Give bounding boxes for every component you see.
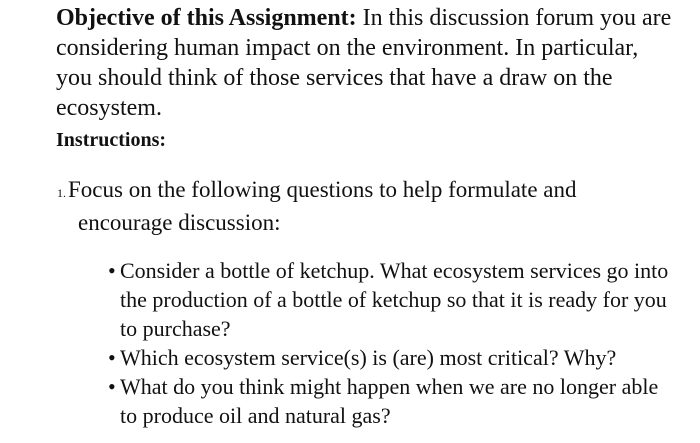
objective-label: Objective of this Assignment: [56, 5, 357, 31]
step-text-line-1: Focus on the following questions to help formulate and [68, 177, 577, 202]
question-text: Which ecosystem service(s) is (are) most critical? Why? [120, 345, 617, 370]
objective-paragraph [56, 3, 676, 123]
list-item [100, 343, 680, 372]
step-text-line-2: encourage discussion: [78, 210, 281, 235]
question-text: Consider a bottle of ketchup. What ecosystem services go into the production of a bottle of ketchup so that it is ready for you to purchase? [120, 258, 669, 341]
step-number: 1. [57, 186, 66, 200]
bullet-icon: • [108, 345, 116, 370]
list-item [100, 256, 680, 343]
bullet-icon: • [108, 258, 116, 283]
discussion-questions-list [100, 256, 680, 430]
question-text: What do you think might happen when we are no longer able to produce oil and natural gas? [120, 374, 659, 428]
bullet-icon: • [108, 374, 116, 399]
instruction-step-1 [57, 175, 657, 238]
instructions-heading: Instructions: [56, 129, 167, 151]
list-item [100, 372, 680, 430]
objective-text: In this discussion forum you are considering human impact on the environment. In particular, you should think of those services that have a draw on the ecosystem. [56, 5, 672, 121]
